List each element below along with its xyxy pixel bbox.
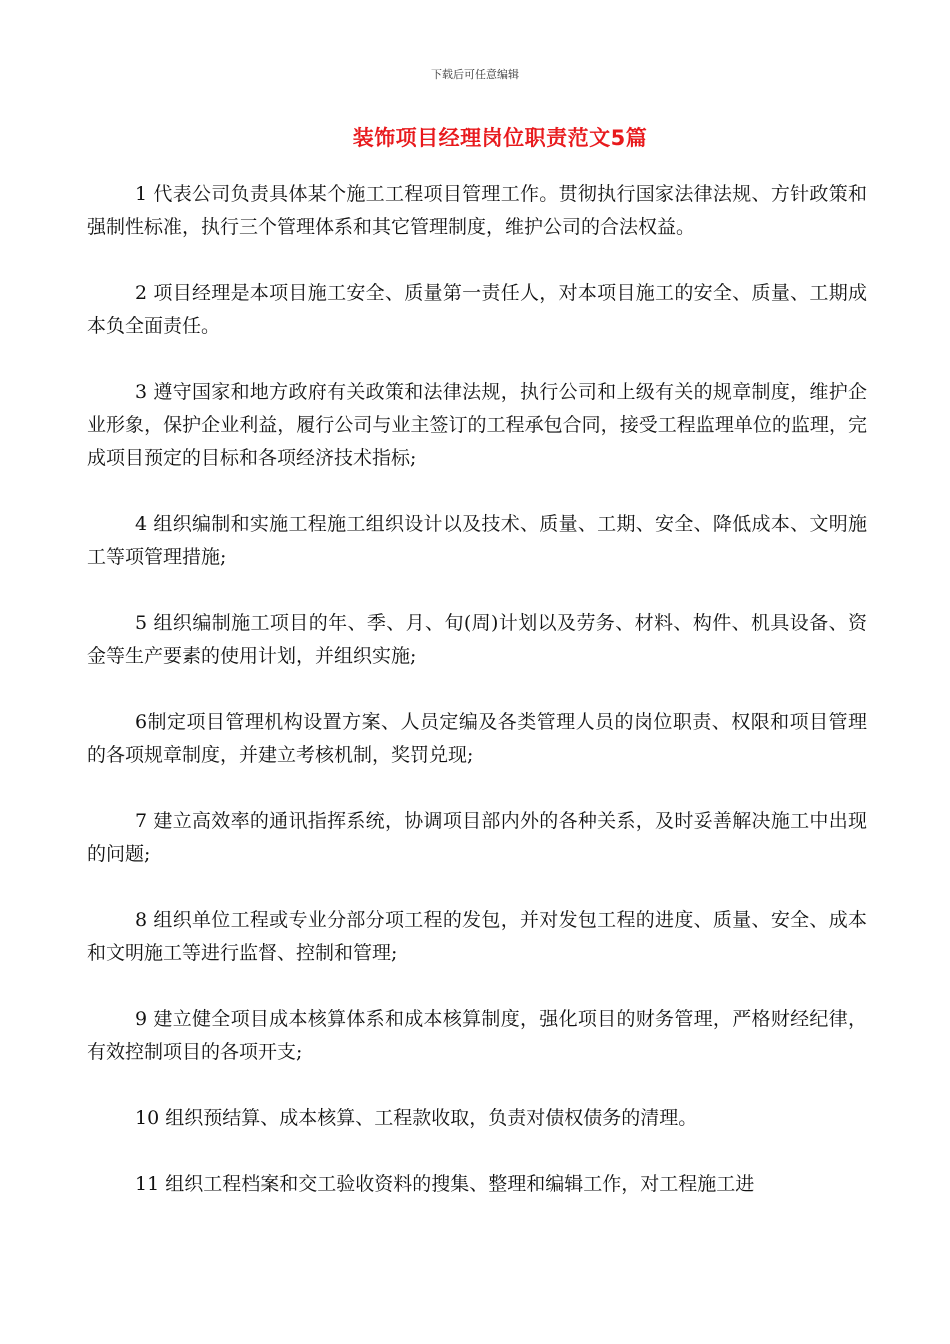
paragraph-4: 4 组织编制和实施工程施工组织设计以及技术、质量、工期、安全、降低成本、文明施工等项管理措施;: [87, 513, 867, 568]
paragraph-11: 11 组织工程档案和交工验收资料的搜集、整理和编辑工作，对工程施工进: [135, 1173, 755, 1195]
paragraph-9: 9 建立健全项目成本核算体系和成本核算制度，强化项目的财务管理，严格财经纪律，有效控制项目的各项开支;: [87, 1008, 867, 1063]
paragraph-10: 10 组织预结算、成本核算、工程款收取，负责对债权债务的清理。: [135, 1107, 698, 1129]
document-title: 装饰项目经理岗位职责范文5篇: [352, 126, 648, 150]
paragraph-3: 3 遵守国家和地方政府有关政策和法律法规，执行公司和上级有关的规章制度，维护企业形象，保护企业利益，履行公司与业主签订的工程承包合同，接受工程监理单位的监理，完成项目预定的目标和各项经济技术指标;: [87, 381, 867, 469]
paragraph-1: 1 代表公司负责具体某个施工工程项目管理工作。贯彻执行国家法律法规、方针政策和强制性标准，执行三个管理体系和其它管理制度，维护公司的合法权益。: [87, 183, 867, 238]
paragraph-7: 7 建立高效率的通讯指挥系统，协调项目部内外的各种关系，及时妥善解决施工中出现的问题;: [87, 810, 867, 865]
paragraph-5: 5 组织编制施工项目的年、季、月、旬(周)计划以及劳务、材料、构件、机具设备、资金等生产要素的使用计划，并组织实施;: [87, 612, 867, 667]
paragraph-6: 6制定项目管理机构设置方案、人员定编及各类管理人员的岗位职责、权限和项目管理的各项规章制度，并建立考核机制，奖罚兑现;: [87, 711, 867, 766]
document-body: [87, 178, 867, 1234]
header-note: 下载后可任意编辑: [431, 68, 519, 81]
paragraph-8: 8 组织单位工程或专业分部分项工程的发包，并对发包工程的进度、质量、安全、成本和文明施工等进行监督、控制和管理;: [87, 909, 867, 964]
paragraph-2: 2 项目经理是本项目施工安全、质量第一责任人，对本项目施工的安全、质量、工期成本负全面责任。: [87, 282, 867, 337]
